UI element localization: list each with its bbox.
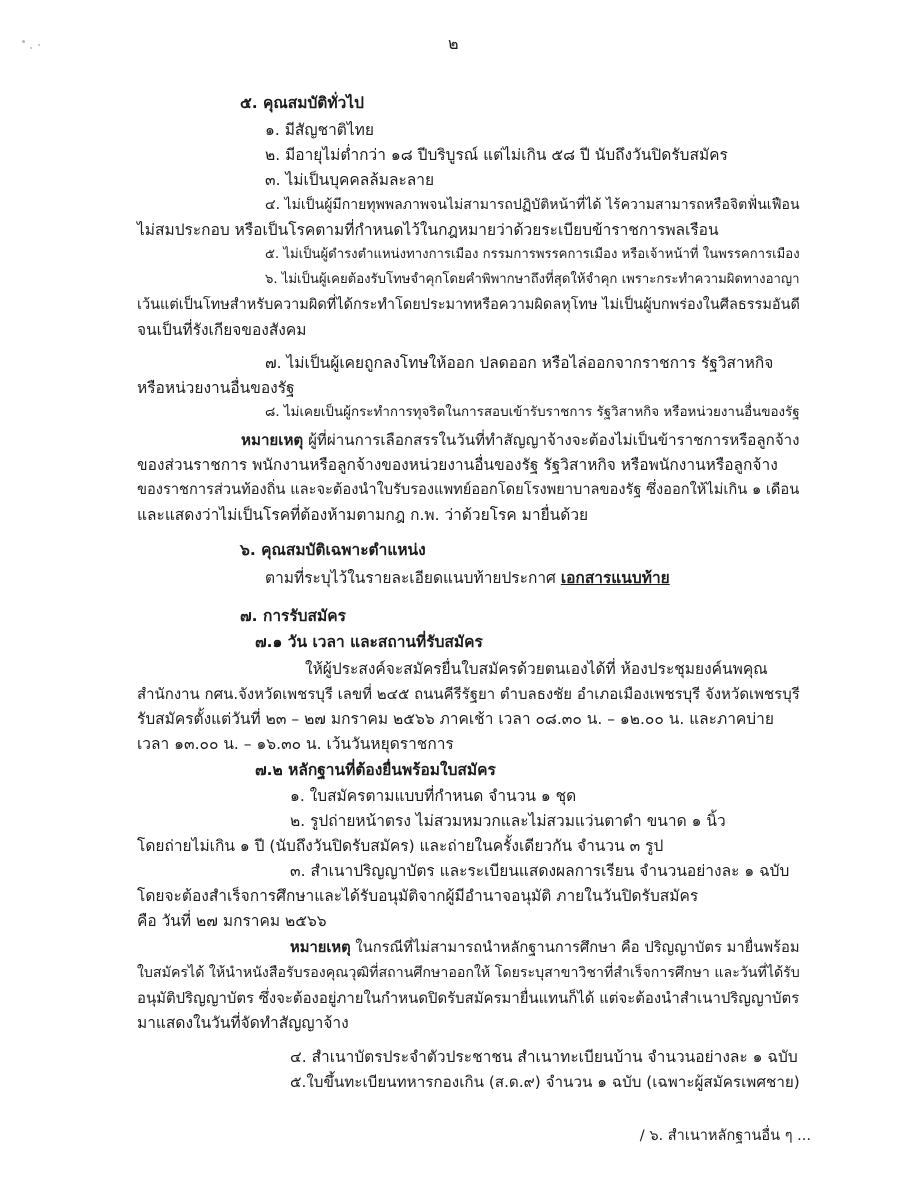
note-label: หมายเหตุ	[241, 431, 304, 449]
application-place-line-2: สำนักงาน กศน.จังหวัดเพชรบุรี เลขที่ ๒๔๕ ถนนคีรีรัฐยา ตำบลธงชัย อำเภอเมืองเพชรบุรี จังหวัดเพชรบุรี	[137, 685, 800, 703]
section-6-heading: ๖. คุณสมบัติเฉพาะตำแหน่ง	[240, 541, 426, 559]
qualification-item-5: ๕. ไม่เป็นผู้ดำรงตำแหน่งทางการเมือง กรรมการพรรคการเมือง หรือเจ้าหน้าที่ ในพรรคการเมือง	[265, 247, 800, 262]
application-period-line-1: รับสมัครตั้งแต่วันที่ ๒๓ – ๒๗ มกราคม ๒๕๖๖ ภาคเช้า เวลา ๐๘.๓๐ น. – ๑๒.๐๐ น. และภาคบ่าย	[137, 710, 774, 728]
qualification-item-7-line-1: ๗. ไม่เป็นผู้เคยถูกลงโทษให้ออก ปลดออก หรือไล่ออกจากราชการ รัฐวิสาหกิจ	[265, 354, 774, 372]
qualification-item-6-line-3: จนเป็นที่รังเกียจของสังคม	[137, 321, 307, 339]
document-item-3-line-1: ๓. สำเนาปริญญาบัตร และระเบียนแสดงผลการเรียน จำนวนอย่างละ ๑ ฉบับ	[290, 862, 790, 880]
document-item-2-line-2: โดยถ่ายไม่เกิน ๑ ปี (นับถึงวันปิดรับสมัคร) และถ่ายในครั้งเดียวกัน จำนวน ๓ รูป	[137, 837, 664, 855]
qualification-item-1: ๑. มีสัญชาติไทย	[265, 121, 374, 139]
attachment-reference: เอกสารแนบท้าย	[560, 569, 670, 587]
section-7-1-heading: ๗.๑ วัน เวลา และสถานที่รับสมัคร	[255, 633, 483, 651]
application-place-line-1: ให้ผู้ประสงค์จะสมัครยื่นใบสมัครด้วยตนเองได้ที่ ห้องประชุมยงค์นพคุณ	[305, 660, 768, 678]
qualification-item-3: ๓. ไม่เป็นบุคคลล้มละลาย	[265, 171, 435, 189]
document-item-3-line-2: โดยจะต้องสำเร็จการศึกษาและได้รับอนุมัติจากผู้มีอำนาจอนุมัติ ภายในวันปิดรับสมัคร	[137, 887, 699, 905]
section-7-2-heading: ๗.๒ หลักฐานที่ต้องยื่นพร้อมใบสมัคร	[255, 761, 496, 779]
application-period-line-2: เวลา ๑๓.๐๐ น. – ๑๖.๓๐ น. เว้นวันหยุดราชการ	[137, 735, 454, 753]
section-7-heading: ๗. การรับสมัคร	[240, 607, 346, 625]
document-item-4: ๔. สำเนาบัตรประจำตัวประชาชน สำเนาทะเบียนบ้าน จำนวนอย่างละ ๑ ฉบับ	[290, 1048, 798, 1066]
note-text: ในกรณีที่ไม่สามารถนำหลักฐานการศึกษา คือ ปริญญาบัตร มายื่นพร้อม	[350, 939, 800, 956]
document-item-1: ๑. ใบสมัครตามแบบที่กำหนด จำนวน ๑ ชุด	[290, 787, 577, 805]
section-5-note-line-4: และแสดงว่าไม่เป็นโรคที่ต้องห้ามตามกฎ ก.พ. ว่าด้วยโรค มายื่นด้วย	[137, 506, 589, 524]
scan-speck	[30, 47, 32, 49]
qualification-item-6-line-2: เว้นแต่เป็นโทษสำหรับความผิดที่ได้กระทำโดยประมาทหรือความผิดลหุโทษ ไม่เป็นผู้บกพร่องในศีลธรรมอันดี	[137, 297, 800, 313]
section-7-note-line-2: ใบสมัครได้ ให้นำหนังสือรับรองคุณวุฒิที่สถานศึกษาออกให้ โดยระบุสาขาวิชาที่สำเร็จการศึกษา และวันที่ได้รับ	[137, 965, 800, 981]
scan-speck	[38, 44, 40, 46]
section-5-note-line-2: ของส่วนราชการ พนักงานหรือลูกจ้างของหน่วยงานอื่นของรัฐ รัฐวิสาหกิจ หรือพนักงานหรือลูกจ้าง	[137, 456, 778, 474]
document-item-5: ๕.ใบขึ้นทะเบียนทหารกองเกิน (ส.ด.๙) จำนวน ๑ ฉบับ (เฉพาะผู้สมัครเพศชาย)	[290, 1073, 800, 1091]
section-7-note-line-3: อนุมัติปริญญาบัตร ซึ่งจะต้องอยู่ภายในกำหนดปิดรับสมัครมายื่นแทนก็ได้ แต่จะต้องนำสำเนาปริญญาบัตร	[137, 989, 800, 1007]
document-item-3-line-3: คือ วันที่ ๒๗ มกราคม ๒๕๖๖	[137, 912, 327, 930]
section-5-note-line-3: ของราชการส่วนท้องถิ่น และจะต้องนำใบรับรองแพทย์ออกโดยโรงพยาบาลของรัฐ ซึ่งออกให้ไม่เกิน ๑ เดือน	[137, 481, 800, 498]
section-5-heading: ๕. คุณสมบัติทั่วไป	[240, 94, 364, 112]
page-number: ๒	[448, 34, 459, 53]
scan-speck	[22, 40, 25, 43]
section-7-note-line-4: มาแสดงในวันที่จัดทำสัญญาจ้าง	[137, 1014, 349, 1032]
note-text: ผู้ที่ผ่านการเลือกสรรในวันที่ทำสัญญาจ้างจะต้องไม่เป็นข้าราชการหรือลูกจ้าง	[303, 431, 800, 449]
qualification-item-7-line-2: หรือหน่วยงานอื่นของรัฐ	[137, 379, 295, 397]
qualification-item-4-line-1: ๔. ไม่เป็นผู้มีกายทุพพลภาพจนไม่สามารถปฏิบัติหน้าที่ได้ ไร้ความสามารถหรือจิตฟั่นเฟือน	[265, 197, 800, 213]
qualification-item-8: ๘. ไม่เคยเป็นผู้กระทำการทุจริตในการสอบเข้ารับราชการ รัฐวิสาหกิจ หรือหน่วยงานอื่นของรัฐ	[265, 405, 800, 420]
section-7-note-line-1	[290, 938, 800, 958]
qualification-item-6-line-1: ๖. ไม่เป็นผู้เคยต้องรับโทษจำคุกโดยคำพิพากษาถึงที่สุดให้จำคุก เพราะกระทำความผิดทางอาญา	[265, 272, 800, 287]
section-5-note-line-1	[241, 430, 800, 450]
section-6-body: ตามที่ระบุไว้ในรายละเอียดแนบท้ายประกาศ	[265, 569, 561, 587]
note-label: หมายเหตุ	[290, 939, 351, 956]
qualification-item-2: ๒. มีอายุไม่ต่ำกว่า ๑๘ ปีบริบูรณ์ แต่ไม่เกิน ๕๘ ปี นับถึงวันปิดรับสมัคร	[265, 146, 728, 164]
section-6-text	[265, 568, 670, 588]
continuation-footer: / ๖. สำเนาหลักฐานอื่น ๆ ...	[639, 1127, 811, 1144]
document-item-2-line-1: ๒. รูปถ่ายหน้าตรง ไม่สวมหมวกและไม่สวมแว่นตาดำ ขนาด ๑ นิ้ว	[290, 812, 726, 830]
qualification-item-4-line-2: ไม่สมประกอบ หรือเป็นโรคตามที่กำหนดไว้ในกฎหมายว่าด้วยระเบียบข้าราชการพลเรือน	[137, 221, 719, 239]
